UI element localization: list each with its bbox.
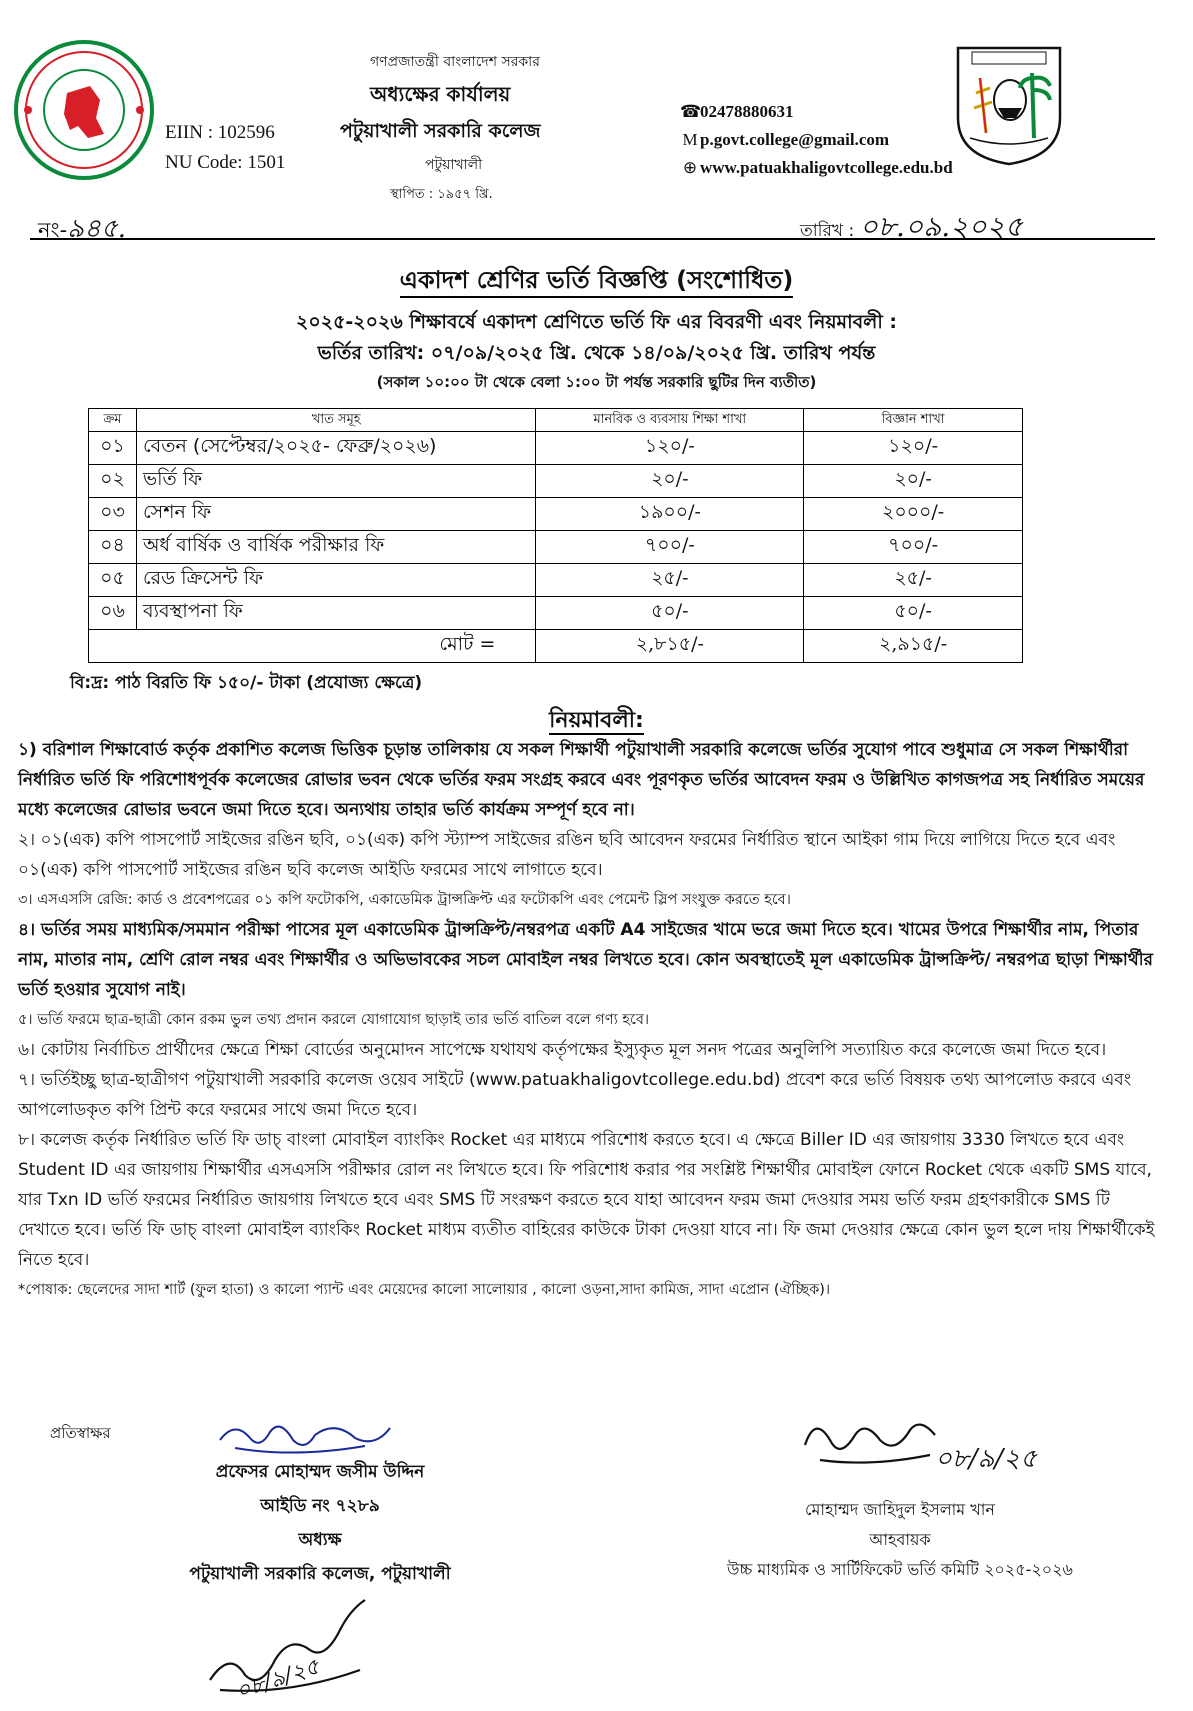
row-science-fee: ৫০/-	[804, 597, 1023, 630]
contact-info	[680, 98, 953, 182]
total-humanities: ২,৮১৫/-	[536, 630, 804, 663]
table-row	[89, 432, 1023, 465]
principal-org: পটুয়াখালী সরকারি কলেজ, পটুয়াখালী	[189, 1564, 451, 1584]
table-row	[89, 564, 1023, 597]
mail-icon: M	[682, 130, 698, 149]
email-address[interactable]: p.govt.college@gmail.com	[700, 130, 890, 149]
row-science-fee: ২০/-	[804, 465, 1023, 498]
ref-label: নং-	[38, 218, 68, 242]
principal-name: প্রফেসর মোহাম্মদ জসীম উদ্দিন	[215, 1462, 425, 1482]
total-label: মোট =	[89, 630, 536, 663]
rules-list	[18, 735, 1163, 1305]
row-serial: ০৪	[89, 531, 137, 564]
row-serial: ০৩	[89, 498, 137, 531]
college-name: পটুয়াখালী সরকারি কলেজ	[340, 120, 541, 142]
table-row	[89, 465, 1023, 498]
phone-number: 02478880631	[700, 102, 794, 121]
row-serial: ০২	[89, 465, 137, 498]
principal-title: অধ্যক্ষ	[298, 1530, 342, 1550]
notice-title: একাদশ শ্রেণির ভর্তি বিজ্ঞপ্তি (সংশোধিত)	[0, 262, 1193, 302]
col-science: বিজ্ঞান শাখা	[804, 409, 1023, 432]
date-value: ০৮.০৯.২০২৫	[859, 210, 1023, 243]
row-science-fee: ২০০০/-	[804, 498, 1023, 531]
row-item: সেশন ফি	[136, 498, 536, 531]
row-humanities-fee: ১৯০০/-	[536, 498, 804, 531]
globe-icon: ⊕	[682, 158, 698, 177]
countersign-label: প্রতিস্বাক্ষর	[50, 1424, 111, 1442]
phone-icon: ☎	[680, 102, 702, 121]
total-row	[89, 630, 1023, 663]
website-link[interactable]: www.patuakhaligovtcollege.edu.bd	[700, 158, 953, 177]
convener-title: আহবায়ক	[869, 1530, 931, 1549]
convener-committee: উচ্চ মাধ্যমিক ও সার্টিফিকেট ভর্তি কমিটি ২০২৫-২০২৬	[727, 1560, 1073, 1579]
dress-code: *পোষাক: ছেলেদের সাদা শার্ট (ফুল হাতা) ও কালো প্যান্ট এবং মেয়েদের কালো সালোয়ার , কালো ওড়না,সাদা কামিজ, সাদা এপ্রোন (ঐচ্ছিক)।	[18, 1282, 831, 1298]
row-humanities-fee: ৭০০/-	[536, 531, 804, 564]
nu-code: NU Code: 1501	[165, 152, 286, 173]
convener-date-hand: ০৮/৯/২৫	[935, 1444, 1037, 1474]
principal-id: আইডি নং ৭২৮৯	[260, 1496, 380, 1516]
header-divider	[30, 238, 1155, 240]
col-humanities: মানবিক ও ব্যবসায় শিক্ষা শাখা	[536, 409, 804, 432]
rule-2: ২। ০১(এক) কপি পাসপোর্ট সাইজের রঙিন ছবি, ০১(এক) কপি স্ট্যাম্প সাইজের রঙিন ছবি আবেদন ফরমের নির্ধারিত স্থানে আইকা গাম দিয়ে লাগিয়ে দিতে হবে এবং ০১(এক) কপি পাসপোর্ট সাইজের রঙিন ছবি কলেজ আইডি ফরমের সাথে লাগাতে হবে।	[18, 830, 1116, 880]
rule-3: ৩। এসএসসি রেজি: কার্ড ও প্রবেশপত্রের ০১ কপি ফটোকপি, একাডেমিক ট্রান্সক্রিপ্ট এর ফটোকপি এবং পেমেন্ট স্লিপ সংযুক্ত করতে হবে।	[18, 892, 791, 908]
row-humanities-fee: ২৫/-	[536, 564, 804, 597]
row-humanities-fee: ২০/-	[536, 465, 804, 498]
date-label: তারিখ :	[800, 221, 855, 241]
letterhead-center	[340, 50, 640, 206]
principal-signature-block	[140, 1455, 500, 1591]
govt-name: গণপ্রজাতন্ত্রী বাংলাদেশ সরকার	[370, 54, 540, 70]
row-science-fee: ১২০/-	[804, 432, 1023, 465]
fee-table-header	[89, 409, 1023, 432]
memo-reference	[38, 208, 126, 252]
col-item: খাত সমূহ	[136, 409, 536, 432]
row-science-fee: ২৫/-	[804, 564, 1023, 597]
memo-date	[800, 205, 1023, 252]
rule-1: ১) বরিশাল শিক্ষাবোর্ড কর্তৃক প্রকাশিত কলেজ ভিত্তিক চূড়ান্ত তালিকায় যে সকল শিক্ষার্থী পটুয়াখালী সরকারি কলেজে ভর্তির সুযোগ পাবে শুধুমাত্র সে সকল শিক্ষার্থীরা নির্ধারিত ভর্তি ফি পরিশোধপূর্বক কলেজের রোভার ভবন থেকে ভর্তির ফরম সংগ্রহ করবে এবং পূরণকৃত ভর্তির আবেদন ফরম ও উল্লিখিত কাগজপত্র সহ নির্ধারিত সময়ের মধ্যে কলেজের রোভার ভবনে জমা দিতে হবে। অন্যথায় তাহার ভর্তি কার্যক্রম সম্পূর্ণ হবে না।	[18, 740, 1145, 820]
row-serial: ০৫	[89, 564, 137, 597]
ref-number: ৯৪৫.	[67, 214, 127, 244]
government-seal-icon	[12, 38, 157, 183]
college-crest-icon	[950, 38, 1068, 168]
row-item: ভর্তি ফি	[136, 465, 536, 498]
rule-7: ৭। ভর্তিইচ্ছু ছাত্র-ছাত্রীগণ পটুয়াখালী সরকারি কলেজ ওয়েব সাইটে (www.patuakhaligovtcollege.edu.bd) প্রবেশ করে ভর্তি বিষয়ক তথ্য আপলোড করবে এবং আপলোডকৃত কপি প্রিন্ট করে ফরমের সাথে জমা দিতে হবে।	[18, 1070, 1132, 1120]
col-serial: ক্রম	[89, 409, 137, 432]
office-name: অধ্যক্ষের কার্যালয়	[370, 82, 511, 106]
row-item: ব্যবস্থাপনা ফি	[136, 597, 536, 630]
eiin-code: EIIN : 102596	[165, 122, 275, 143]
rule-4: ৪। ভর্তির সময় মাধ্যমিক/সমমান পরীক্ষা পাসের মূল একাডেমিক ট্রান্সক্রিপ্ট/নম্বরপত্র একটি A4 সাইজের খামে ভরে জমা দিতে হবে। খামের উপরে শিক্ষার্থীর নাম, পিতার নাম, মাতার নাম, শ্রেণি রোল নম্বর এবং শিক্ষার্থীর ও অভিভাবকের সচল মোবাইল নম্বর লিখতে হবে। কোন অবস্থাতেই মূল একাডেমিক ট্রান্সক্রিপ্ট/ নম্বরপত্র ছাড়া শিক্ষার্থীর ভর্তি হওয়ার সুযোগ নাই।	[18, 920, 1154, 1000]
table-row	[89, 498, 1023, 531]
bottom-date-hand: ০৮/৯/২৫	[232, 1654, 323, 1705]
table-row	[89, 597, 1023, 630]
established-year: স্থাপিত : ১৯৫৭ খ্রি.	[390, 187, 493, 202]
rule-8: ৮। কলেজ কর্তৃক নির্ধারিত ভর্তি ফি ডাচ্ বাংলা মোবাইল ব্যাংকিং Rocket এর মাধ্যমে পরিশোধ করতে হবে। এ ক্ষেত্রে Biller ID এর জায়গায় 3330 লিখতে হবে এবং Student ID এর জায়গায় শিক্ষার্থীর এসএসসি পরীক্ষার রোল নং লিখতে হবে। ফি পরিশোধ করার পর সংশ্লিষ্ট শিক্ষার্থীর মোবাইল ফোনে Rocket থেকে একটি SMS যাবে, যার Txn ID ভর্তি ফরমের নির্ধারিত জায়গায় লিখতে হবে এবং SMS টি সংরক্ষণ করতে হবে যাহা আবেদন ফরম জমা দেওয়ার সময় ভর্তি ফরম গ্রহণকারীকে SMS টি দেখাতে হবে। ভর্তি ফি ডাচ্ বাংলা মোবাইল ব্যাংকিং Rocket মাধ্যম ব্যতীত বাহিরের কাউকে টাকা দেওয়া যাবে না। ফি জমা দেওয়ার ক্ষেত্রে কোন ভুল হলে দায় শিক্ষার্থীকেই নিতে হবে।	[18, 1130, 1155, 1270]
total-science: ২,৯১৫/-	[804, 630, 1023, 663]
row-science-fee: ৭০০/-	[804, 531, 1023, 564]
admission-dates: ভর্তির তারিখ: ০৭/০৯/২০২৫ খ্রি. থেকে ১৪/০৯/২০২৫ খ্রি. তারিখ পর্যন্ত	[317, 342, 876, 364]
fee-table	[88, 408, 1023, 663]
admission-hours: (সকাল ১০:০০ টা থেকে বেলা ১:০০ টা পর্যন্ত সরকারি ছুটির দিন ব্যতীত)	[376, 373, 817, 391]
row-humanities-fee: ১২০/-	[536, 432, 804, 465]
notice-subtitle: ২০২৫-২০২৬ শিক্ষাবর্ষে একাদশ শ্রেণিতে ভর্তি ফি এর বিবরণী এবং নিয়মাবলী :	[296, 311, 897, 333]
row-item: অর্ধ বার্ষিক ও বার্ষিক পরীক্ষার ফি	[136, 531, 536, 564]
convener-name: মোহাম্মদ জাহিদুল ইসলাম খান	[805, 1500, 995, 1519]
row-humanities-fee: ৫০/-	[536, 597, 804, 630]
rule-5: ৫। ভর্তি ফরমে ছাত্র-ছাত্রী কোন রকম ভুল তথ্য প্রদান করলে যোগাযোগ ছাড়াই তার ভর্তি বাতিল বলে গণ্য হবে।	[18, 1012, 650, 1028]
row-serial: ০১	[89, 432, 137, 465]
table-row	[89, 531, 1023, 564]
convener-signature-block	[680, 1495, 1120, 1585]
row-serial: ০৬	[89, 597, 137, 630]
institution-codes	[165, 118, 285, 178]
principal-signature-icon	[215, 1410, 395, 1460]
rules-heading: নিয়মাবলী:	[549, 708, 644, 733]
row-item: বেতন (সেপ্টেম্বর/২০২৫- ফেব্রু/২০২৬)	[136, 432, 536, 465]
college-location: পটুয়াখালী	[425, 157, 483, 173]
row-item: রেড ক্রিসেন্ট ফি	[136, 564, 536, 597]
footnote: বি:দ্র: পাঠ বিরতি ফি ১৫০/- টাকা (প্রযোজ্য ক্ষেত্রে)	[70, 673, 423, 693]
rule-6: ৬। কোটায় নির্বাচিত প্রার্থীদের ক্ষেত্রে শিক্ষা বোর্ডের অনুমোদন সাপেক্ষে যথাযথ কর্তৃপক্ষের ইস্যুকৃত মূল সনদ পত্রের অনুলিপি সত্যায়িত করে কলেজে জমা দিতে হবে।	[18, 1040, 1107, 1060]
